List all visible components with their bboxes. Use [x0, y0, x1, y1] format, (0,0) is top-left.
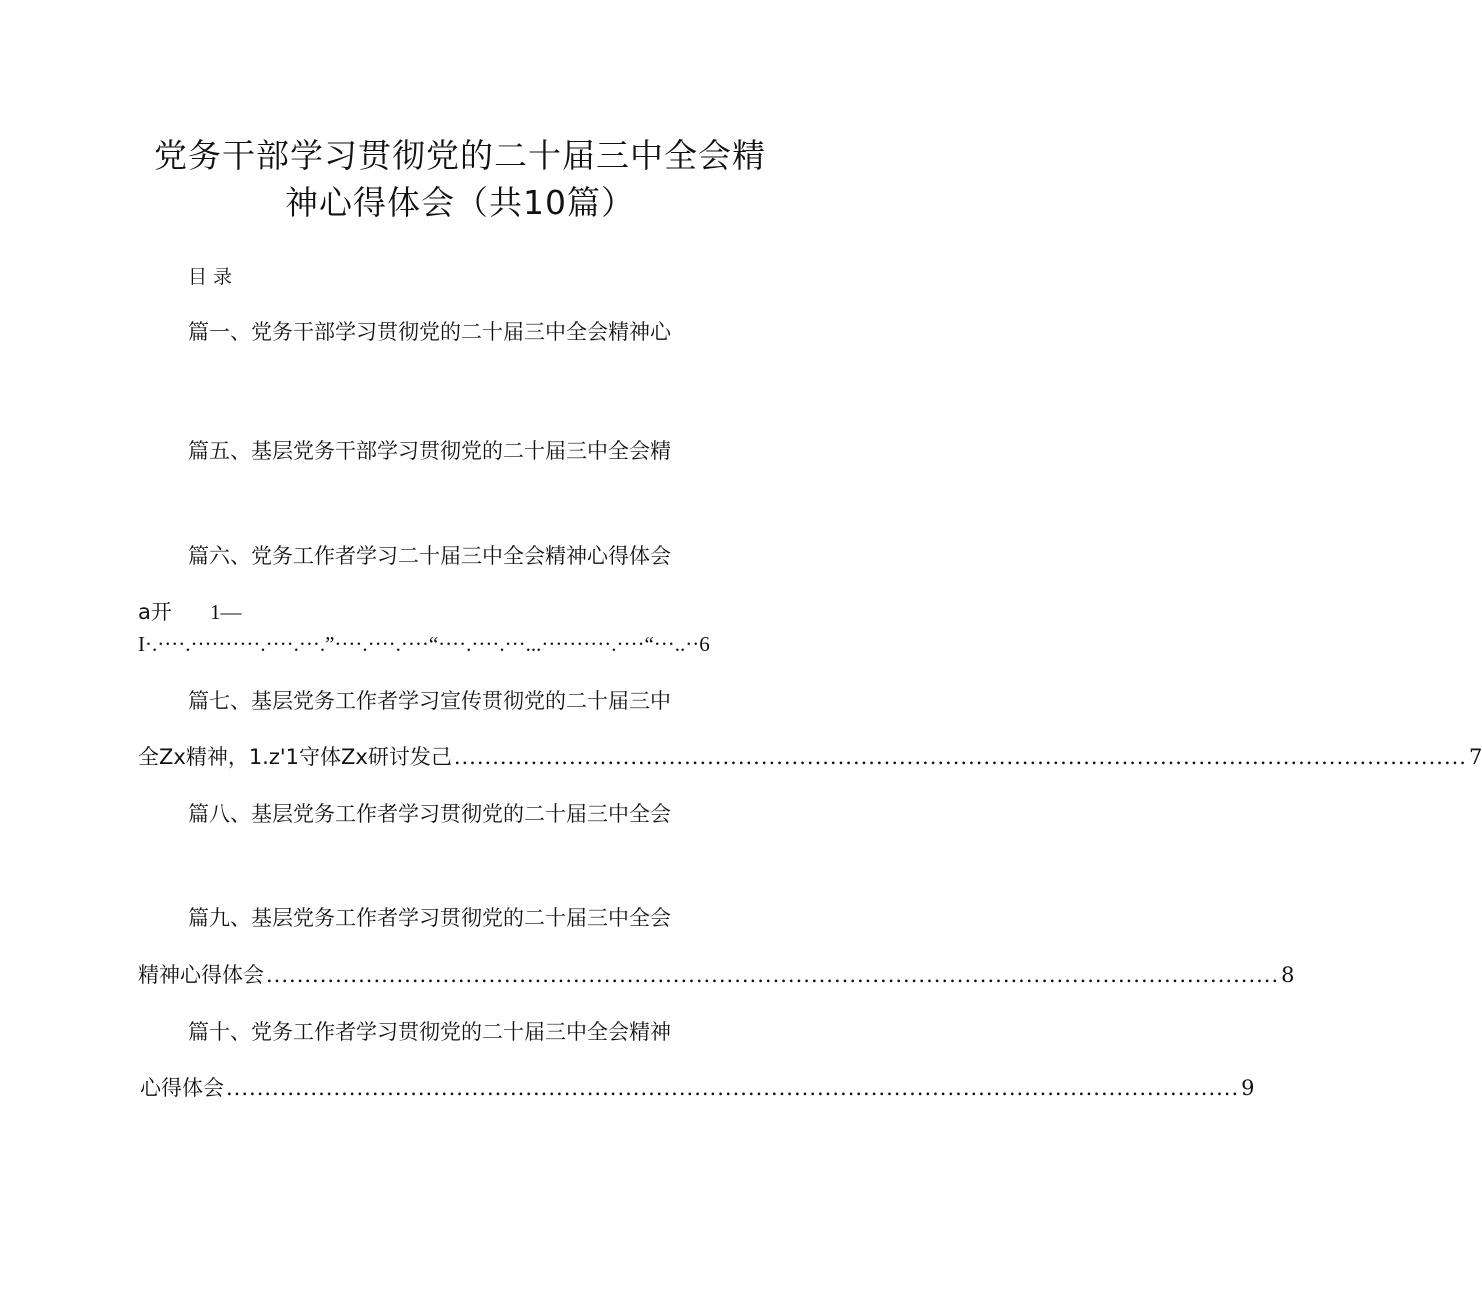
toc-entry-9-continuation-text: 精神心得体会: [138, 963, 264, 987]
toc-entry-7-continuation: [138, 742, 1482, 772]
toc-entry-5: 篇五、基层党务干部学习贯彻党的二十届三中全会精: [188, 439, 671, 463]
toc-leader-dots: ....................................................................................................................................: [226, 1076, 1240, 1100]
toc-page-number: 7: [1468, 745, 1482, 769]
toc-entry-10-continuation: [140, 1073, 1255, 1103]
toc-entry-10-continuation-text: 心得体会: [140, 1076, 224, 1100]
toc-entry-6-continuation-b: 1—: [210, 600, 242, 624]
toc-heading: 目录: [188, 266, 239, 288]
toc-entry-6-continuation-a: a开: [138, 600, 172, 624]
toc-entry-6: 篇六、党务工作者学习二十届三中全会精神心得体会: [188, 544, 671, 568]
toc-entry-8: 篇八、基层党务工作者学习贯彻党的二十届三中全会: [188, 802, 671, 826]
toc-leader-dots: ....................................................................................................................................: [266, 963, 1280, 987]
toc-entry-6-leader: I·.····.··········.····.···.”····.····.····“····.····.···...··········.····“···..··6: [138, 632, 710, 656]
toc-page-number: 8: [1281, 963, 1295, 987]
toc-page-number: 9: [1241, 1076, 1255, 1100]
toc-leader-dots: ....................................................................................................................................: [453, 745, 1467, 769]
toc-entry-9-continuation: [138, 960, 1295, 990]
toc-entry-1: 篇一、党务干部学习贯彻党的二十届三中全会精神心: [188, 320, 671, 344]
toc-entry-10: 篇十、党务工作者学习贯彻党的二十届三中全会精神: [188, 1020, 671, 1044]
document-title-line-2: 神心得体会（共10篇）: [285, 183, 635, 222]
toc-entry-9: 篇九、基层党务工作者学习贯彻党的二十届三中全会: [188, 906, 671, 930]
toc-entry-7-continuation-text: 全Zx精神，1.z'1守体Zx研讨发己: [138, 745, 452, 769]
toc-entry-7: 篇七、基层党务工作者学习宣传贯彻党的二十届三中: [188, 689, 671, 713]
document-title-line-1: 党务干部学习贯彻党的二十届三中全会精: [154, 136, 766, 175]
